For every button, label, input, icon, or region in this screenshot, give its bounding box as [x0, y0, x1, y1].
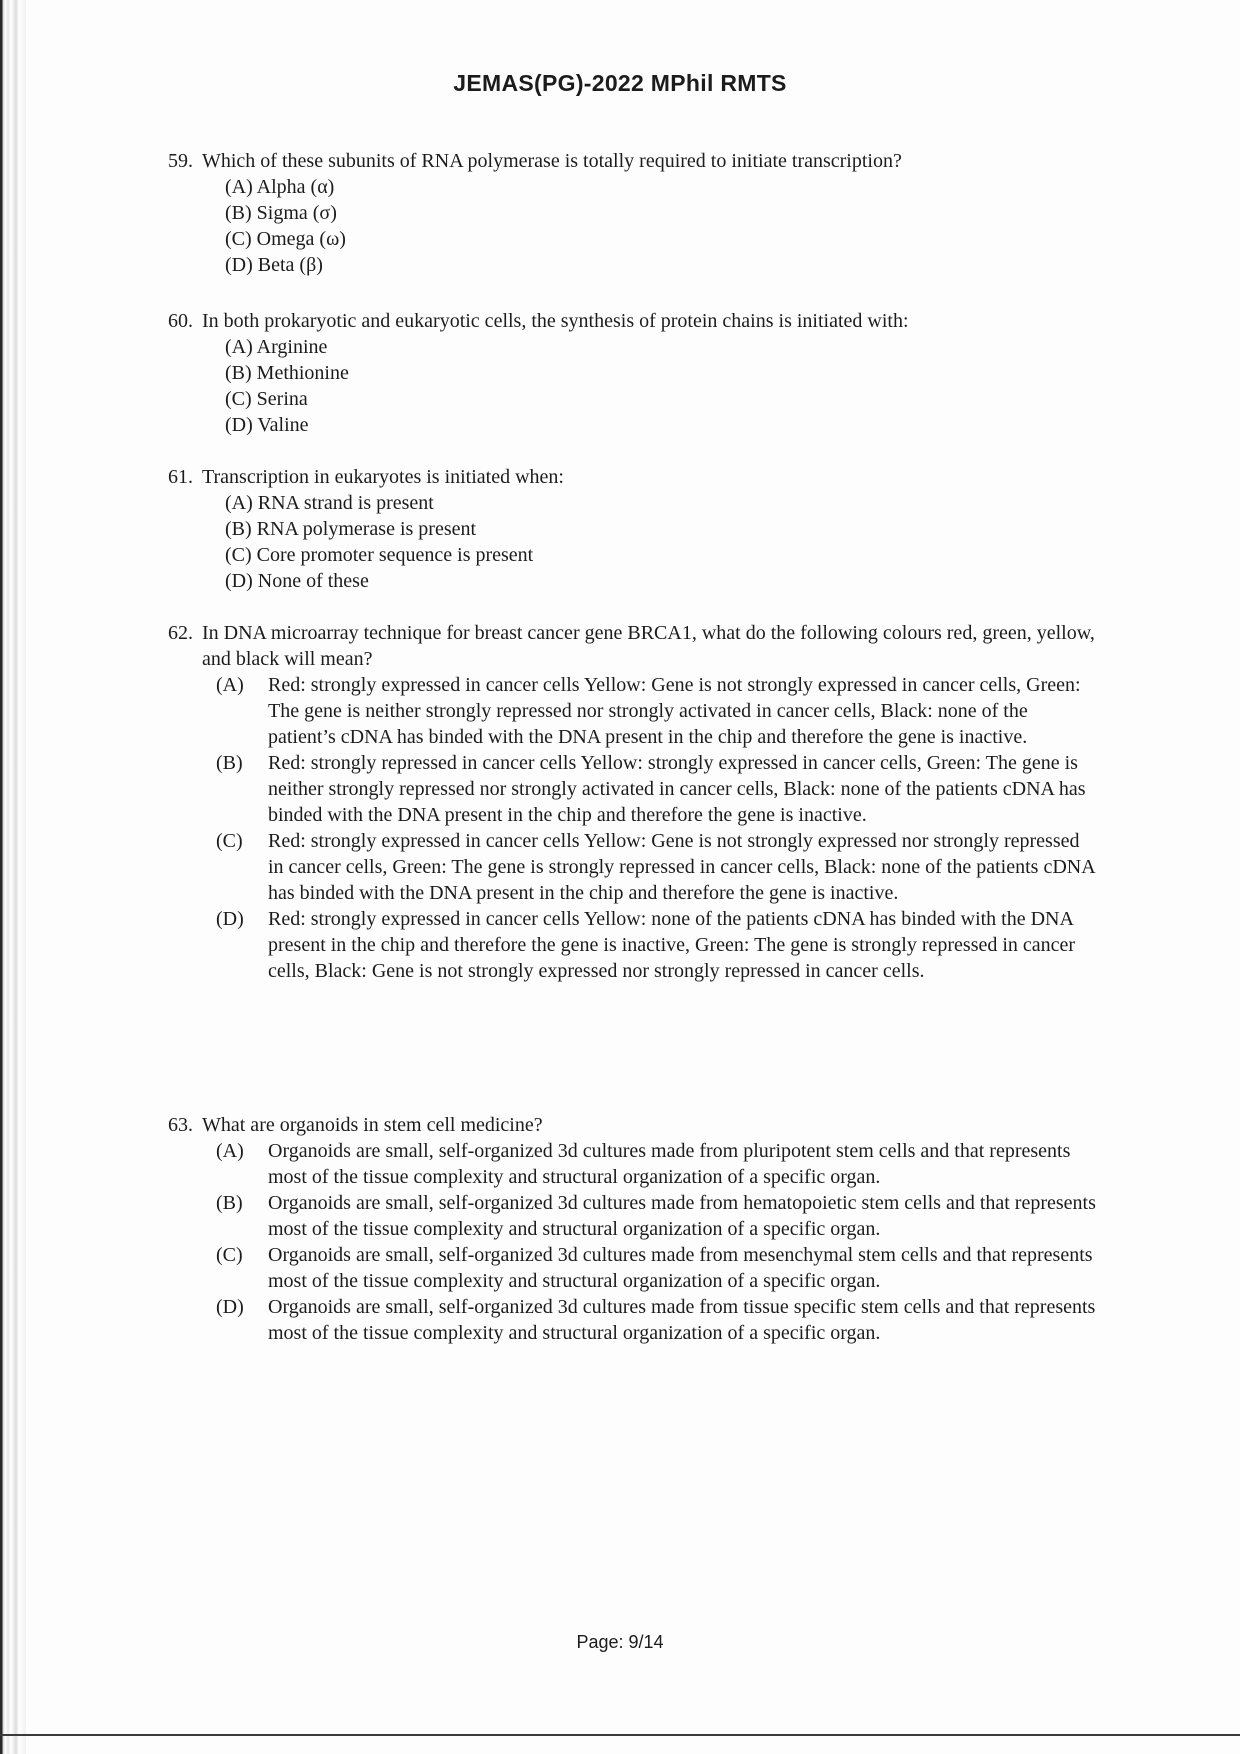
option-a: (A) Arginine	[225, 336, 328, 358]
question-text: What are organoids in stem cell medicine?	[202, 1114, 543, 1136]
option-text: Organoids are small, self-organized 3d cultures made from pluripotent stem cells and that represents most of the tissue complexity and structural organization of a specific organ.	[268, 1140, 1071, 1188]
option-text: Organoids are small, self-organized 3d cultures made from mesenchymal stem cells and that represents most of the tissue complexity and structural organization of a specific organ.	[268, 1244, 1093, 1292]
question-text: Transcription in eukaryotes is initiated when:	[202, 466, 564, 488]
question-number: 60.	[168, 310, 193, 332]
question-number: 59.	[168, 150, 193, 172]
option-c: (C) Omega (ω)	[225, 228, 346, 250]
question-text: In DNA microarray technique for breast cancer gene BRCA1, what do the following colours red, green, yellow, and black will mean?	[202, 622, 1095, 670]
option-label: (A)	[216, 674, 244, 696]
option-b: (B) Methionine	[225, 362, 349, 384]
option-a	[216, 672, 1098, 750]
page-number: Page: 9/14	[576, 1632, 664, 1652]
question-63	[168, 1112, 1098, 1346]
option-label: (C)	[216, 830, 243, 852]
option-label: (C)	[216, 1244, 243, 1266]
option-d: (D) Valine	[225, 414, 309, 436]
option-text: Organoids are small, self-organized 3d cultures made from hematopoietic stem cells and that represents most of the tissue complexity and structural organization of a specific organ.	[268, 1192, 1096, 1240]
option-label: (A)	[216, 1140, 244, 1162]
option-text: Red: strongly repressed in cancer cells Yellow: strongly expressed in cancer cells, Green: The gene is neither strongly repressed nor strongly activated in cancer cells, Black: none of the patients cDNA has binded with the DNA present in the chip and therefore the gene is inactive.	[268, 752, 1086, 826]
option-c	[216, 828, 1098, 906]
option-b: (B) RNA polymerase is present	[225, 518, 477, 540]
question-text: In both prokaryotic and eukaryotic cells, the synthesis of protein chains is initiated with:	[202, 310, 909, 332]
option-a: (A) RNA strand is present	[225, 492, 434, 514]
option-b: (B) Sigma (σ)	[225, 202, 337, 224]
question-60	[168, 308, 1098, 438]
page-title: JEMAS(PG)-2022 MPhil RMTS	[453, 70, 787, 96]
option-text: Organoids are small, self-organized 3d cultures made from tissue specific stem cells and that represents most of the tissue complexity and structural organization of a specific organ.	[268, 1296, 1096, 1344]
option-a	[216, 1138, 1098, 1190]
option-b	[216, 1190, 1098, 1242]
question-62	[168, 620, 1098, 984]
option-b	[216, 750, 1098, 828]
option-label: (D)	[216, 908, 244, 930]
option-c: (C) Serina	[225, 388, 308, 410]
option-label: (D)	[216, 1296, 244, 1318]
option-label: (B)	[216, 752, 243, 774]
option-label: (B)	[216, 1192, 243, 1214]
option-text: Red: strongly expressed in cancer cells Yellow: Gene is not strongly expressed in cancer cells, Green: The gene is neither strongly repressed nor strongly activated in cancer cells, Black: none of the patient’s cDNA has binded with the DNA present in the chip and therefore the gene is inactive.	[268, 674, 1081, 748]
option-d: (D) None of these	[225, 570, 369, 592]
option-a: (A) Alpha (α)	[225, 176, 335, 198]
scan-edge	[0, 0, 26, 1754]
question-text: Which of these subunits of RNA polymerase is totally required to initiate transcription?	[202, 150, 902, 172]
option-d	[216, 1294, 1098, 1346]
option-text: Red: strongly expressed in cancer cells Yellow: Gene is not strongly expressed nor strongly repressed in cancer cells, Green: The gene is strongly repressed in cancer cells, Black: none of the patients cDNA has binded with the DNA present in the chip and therefore the gene is inactive.	[268, 830, 1095, 904]
question-number: 61.	[168, 466, 193, 488]
option-text: Red: strongly expressed in cancer cells Yellow: none of the patients cDNA has binded with the DNA present in the chip and therefore the gene is inactive, Green: The gene is strongly repressed in cancer cells, Black: Gene is not strongly expressed nor strongly repressed in cancer cells.	[268, 908, 1076, 982]
option-d	[216, 906, 1098, 984]
bottom-rule	[0, 1734, 1240, 1736]
question-61	[168, 464, 1098, 594]
option-d: (D) Beta (β)	[225, 254, 323, 276]
option-c: (C) Core promoter sequence is present	[225, 544, 534, 566]
question-number: 63.	[168, 1114, 193, 1136]
question-59	[168, 148, 1098, 278]
question-number: 62.	[168, 622, 193, 644]
option-c	[216, 1242, 1098, 1294]
